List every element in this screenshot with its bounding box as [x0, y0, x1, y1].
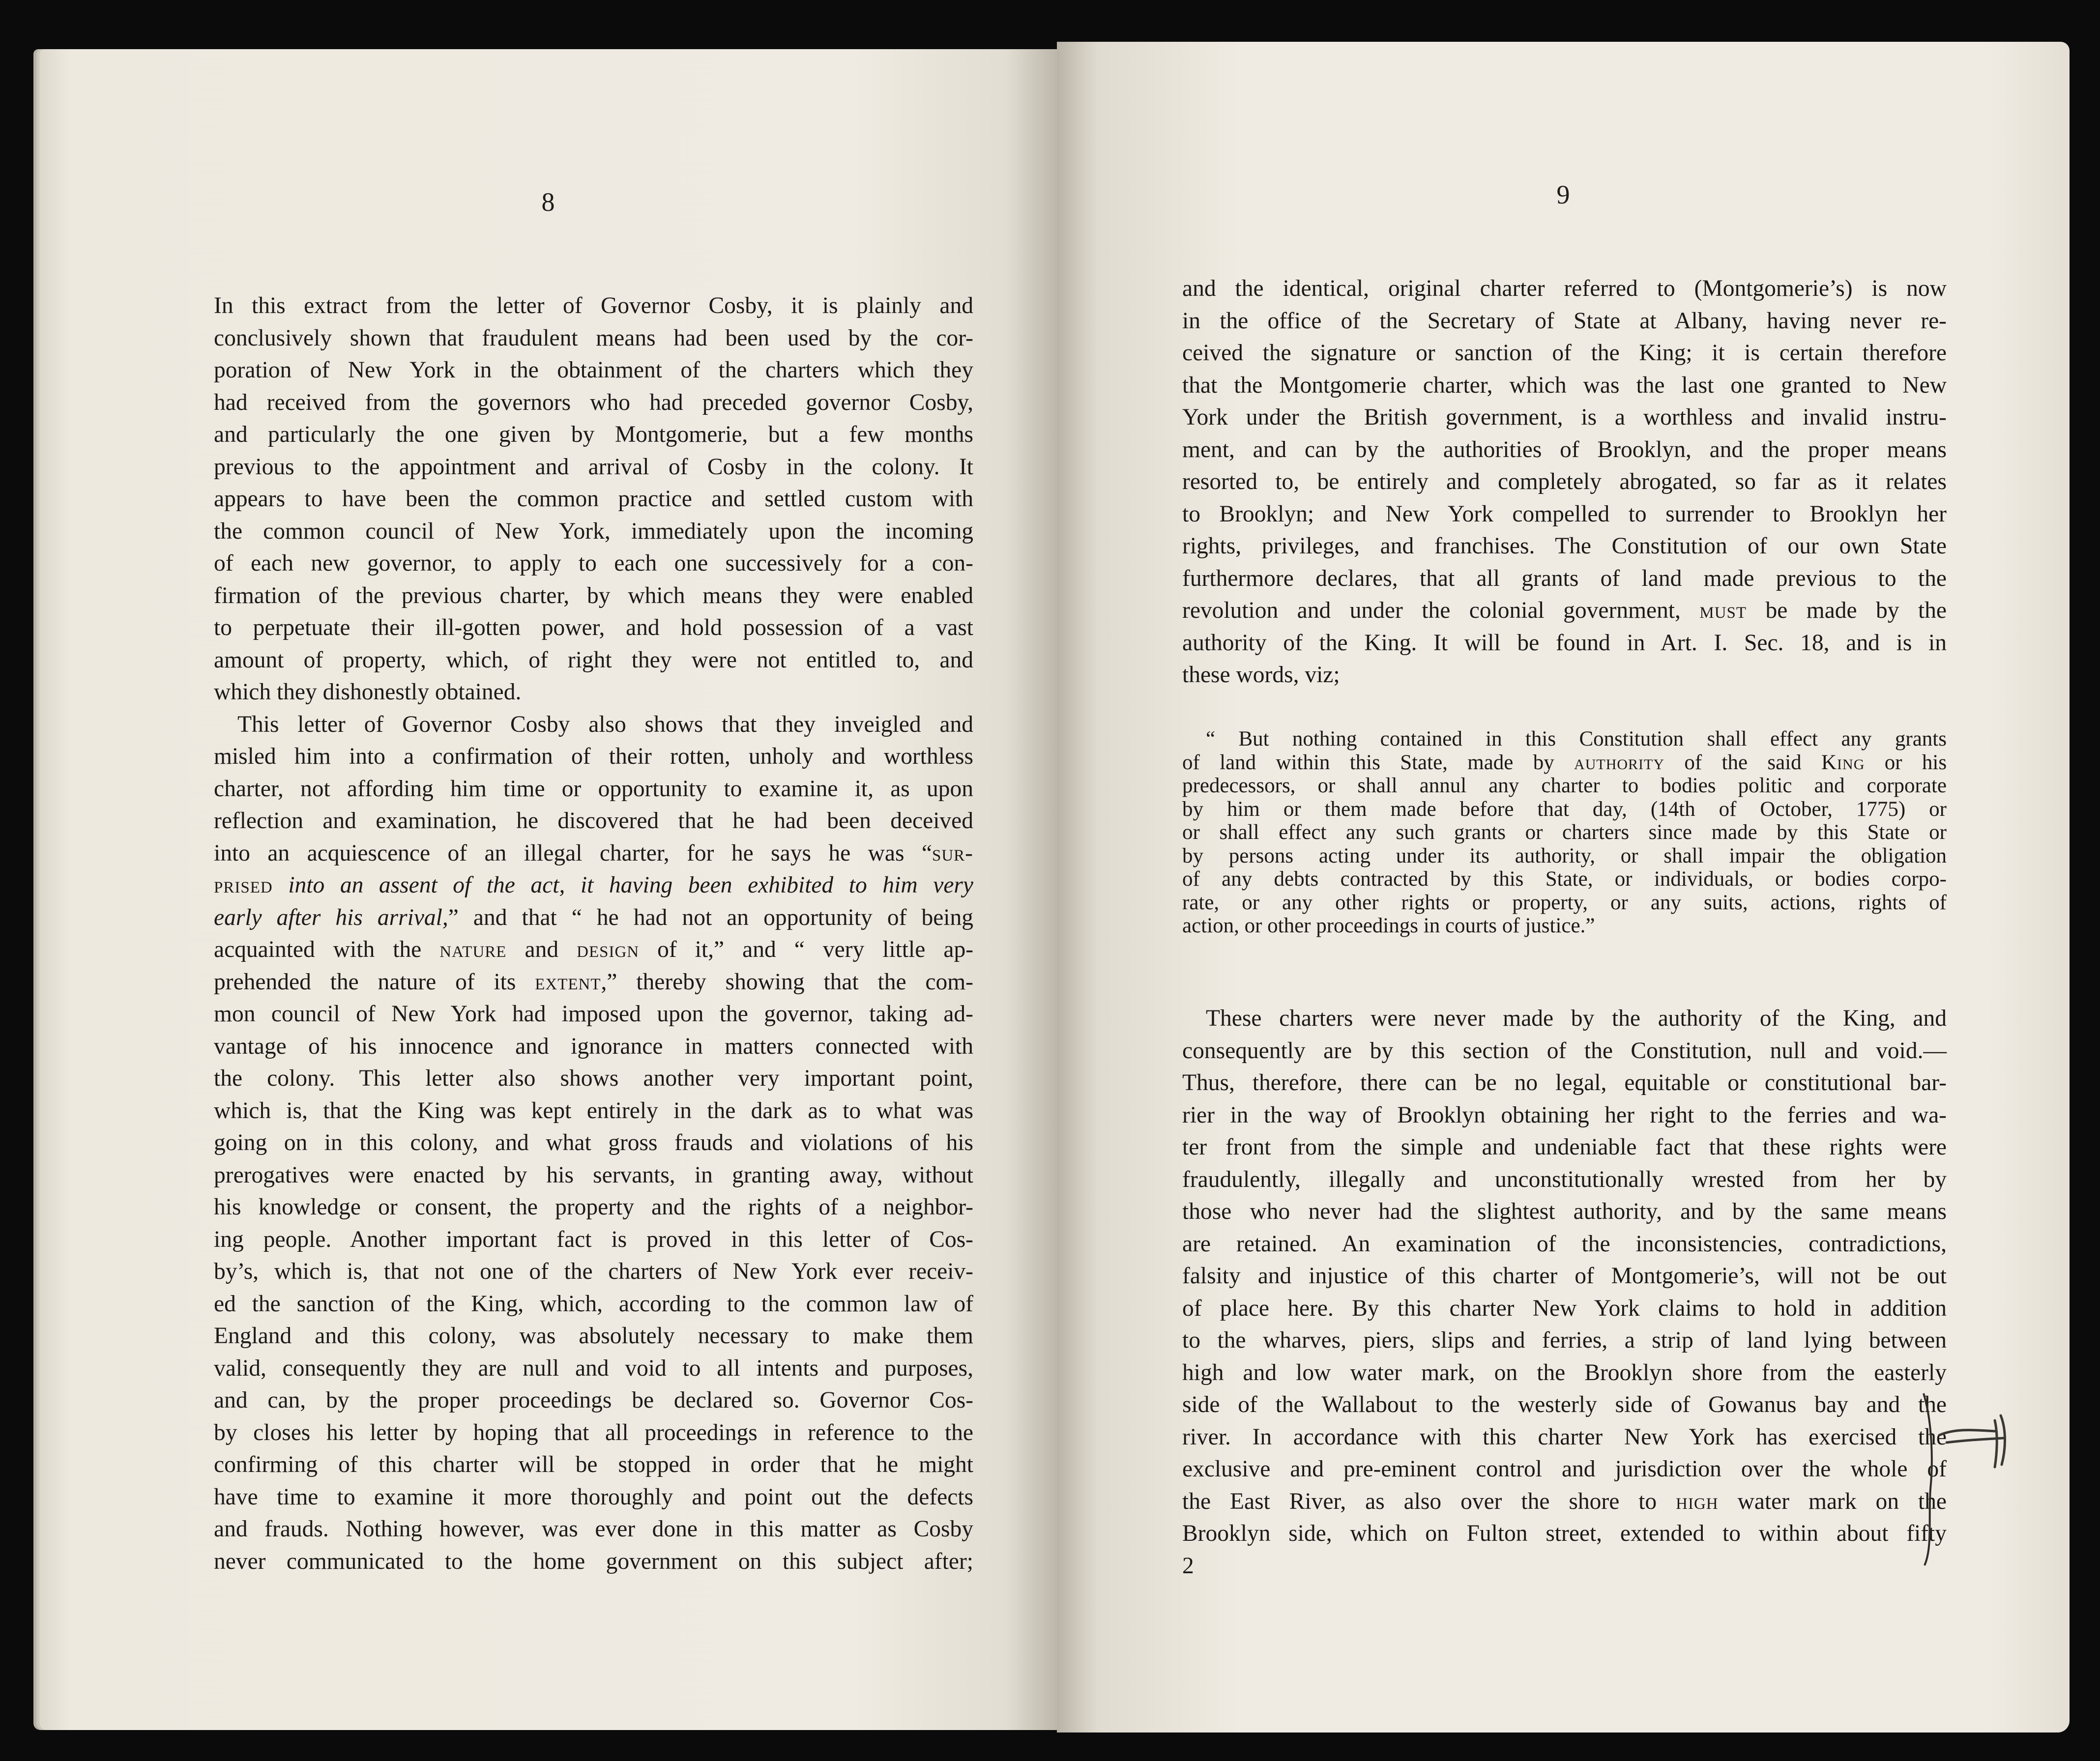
text-line: poration of New York in the obtainment of the charters which they: [214, 357, 973, 383]
right-page: [1057, 42, 2070, 1732]
text-line: of any debts contracted by this State, or individuals, or bodies corpo-: [1182, 867, 1947, 891]
text-line: previous to the appointment and arrival of Cosby in the colony. It: [214, 454, 973, 480]
text-line: his knowledge or consent, the property and the rights of a neighbor-: [214, 1194, 973, 1220]
text-line: confirming of this charter will be stopped in order that he might: [214, 1452, 973, 1477]
text-line: of each new governor, to apply to each one successively for a con-: [214, 550, 973, 576]
text-line: never communicated to the home government on this subject after;: [214, 1548, 973, 1574]
text-line: and particularly the one given by Montgomerie, but a few months: [214, 422, 973, 447]
text-line: This letter of Governor Cosby also shows that they inveigled and: [237, 711, 973, 737]
text-line: acquainted with the nature and design of it,” and “ very little ap-: [214, 937, 974, 962]
text-line: reflection and examination, he discovered that he had been deceived: [214, 808, 973, 834]
text-line: England and this colony, was absolutely necessary to make them: [214, 1323, 973, 1349]
text-line: have time to examine it more thoroughly and point out the defects: [214, 1484, 973, 1510]
text-line: falsity and injustice of this charter of Montgomerie’s, will not be out: [1182, 1263, 1947, 1289]
text-line: which they dishonestly obtained.: [214, 679, 522, 705]
text-line: of place here. By this charter New York claims to hold in addition: [1182, 1295, 1947, 1321]
left-page-text: [214, 290, 973, 1578]
text-line: or shall effect any such grants or charters since made by this State or: [1182, 821, 1947, 844]
text-line: the common council of New York, immediately upon the incoming: [214, 518, 973, 544]
text-line: going on in this colony, and what gross frauds and violations of his: [214, 1130, 973, 1155]
text-line: by persons acting under its authority, or shall impair the obligation: [1182, 844, 1947, 867]
text-line: consequently are by this section of the Constitution, null and void.—: [1182, 1038, 1947, 1064]
text-line: those who never had the slightest authority, and by the same means: [1182, 1199, 1947, 1224]
text-line: to perpetuate their ill-gotten power, and hold possession of a vast: [214, 615, 973, 640]
right-page-number: 9: [1556, 180, 1570, 209]
text-line: ing people. Another important fact is proved in this letter of Cos-: [214, 1226, 973, 1252]
text-line: These charters were never made by the authority of the King, and: [1206, 1006, 1947, 1031]
text-line: resorted to, be entirely and completely abrogated, so far as it relates: [1182, 469, 1947, 494]
text-line: furthermore declares, that all grants of land made previous to the: [1182, 565, 1947, 591]
text-line: had received from the governors who had preceded governor Cosby,: [214, 389, 973, 415]
text-line: rier in the way of Brooklyn obtaining her right to the ferries and wa-: [1182, 1102, 1947, 1128]
text-line: Brooklyn side, which on Fulton street, extended to within about fifty: [1182, 1521, 1947, 1546]
text-line: high and low water mark, on the Brooklyn shore from the easterly: [1182, 1359, 1947, 1386]
text-line: which is, that the King was kept entirely in the dark as to what was: [214, 1097, 973, 1124]
text-line: vantage of his innocence and ignorance in matters connected with: [214, 1033, 973, 1059]
text-line: these words, viz;: [1182, 662, 1340, 688]
text-line: charter, not affording him time or opportunity to examine it, as upon: [214, 776, 973, 802]
left-paragraph-1: [214, 290, 973, 709]
margin-bracket-mark: [1920, 1391, 1939, 1568]
text-line: in the office of the Secretary of State at Albany, having never re-: [1182, 308, 1947, 334]
text-line: ter front from the simple and undeniable fact that these rights were: [1182, 1134, 1947, 1160]
text-line: In this extract from the letter of Governor Cosby, it is plainly and: [214, 293, 973, 318]
constitution-quote: [1182, 727, 1947, 938]
text-line: conclusively shown that fraudulent means had been used by the cor-: [214, 325, 973, 351]
text-line: into an acquiescence of an illegal charter, for he says he was “sur-: [214, 840, 973, 866]
text-line: side of the Wallabout to the westerly side of Gowanus bay and the: [1182, 1392, 1947, 1417]
text-line: by closes his letter by hoping that all proceedings in reference to the: [214, 1419, 973, 1445]
text-line: authority of the King. It will be found in Art. I. Sec. 18, and is in: [1182, 630, 1947, 656]
text-line: ceived the signature or sanction of the King; it is certain therefore: [1182, 340, 1947, 366]
text-line: fraudulently, illegally and unconstitutionally wrested from her by: [1182, 1166, 1947, 1192]
text-line: exclusive and pre-eminent control and jurisdiction over the whole of: [1182, 1456, 1947, 1482]
text-line: by’s, which is, that not one of the charters of New York ever receiv-: [214, 1259, 973, 1284]
handwritten-margin-mark: [1937, 1401, 2020, 1474]
left-page-number: 8: [541, 187, 555, 217]
text-line: that the Montgomerie charter, which was the last one granted to New: [1182, 372, 1947, 398]
text-line: firmation of the previous charter, by which means they were enabled: [214, 582, 973, 608]
text-line: and frauds. Nothing however, was ever done in this matter as Cosby: [214, 1516, 973, 1542]
text-line: amount of property, which, of right they were not entitled to, and: [214, 647, 973, 673]
text-line: early after his arrival,” and that “ he had not an opportunity of being: [214, 904, 973, 930]
text-line: ment, and can by the authorities of Brooklyn, and the proper means: [1182, 436, 1947, 462]
text-line: York under the British government, is a worthless and invalid instru-: [1182, 404, 1947, 430]
text-line: and the identical, original charter referred to (Montgomerie’s) is now: [1182, 276, 1947, 301]
text-line: the colony. This letter also shows another very important point,: [214, 1066, 973, 1091]
text-line: prised into an assent of the act, it having been exhibited to him very: [214, 872, 973, 898]
text-line: prerogatives were enacted by his servants, in granting away, without: [214, 1162, 973, 1188]
text-line: appears to have been the common practice and settled custom with: [214, 486, 973, 512]
text-line: mon council of New York had imposed upon the governor, taking ad-: [214, 1001, 973, 1027]
text-line: prehended the nature of its extent,” thereby showing that the com-: [214, 969, 974, 995]
text-line: and can, by the proper proceedings be declared so. Governor Cos-: [214, 1387, 973, 1413]
text-line: to Brooklyn; and New York compelled to surrender to Brooklyn her: [1182, 501, 1947, 527]
text-line: to the wharves, piers, slips and ferries, a strip of land lying between: [1182, 1328, 1947, 1353]
right-paragraph-2: [1182, 1003, 1947, 1582]
text-line: misled him into a confirmation of their rotten, unholy and worthless: [214, 744, 973, 769]
text-line: revolution and under the colonial government, must be made by the: [1182, 598, 1947, 623]
text-line: river. In accordance with this charter New York has exercised the: [1182, 1424, 1947, 1450]
text-line: predecessors, or shall annul any charter to bodies politic and corporate: [1182, 774, 1947, 797]
signature-mark: 2: [1182, 1553, 1194, 1579]
text-line: rate, or any other rights or property, or any suits, actions, rights of: [1182, 891, 1947, 914]
text-line: action, or other proceedings in courts of justice.”: [1182, 914, 1595, 937]
text-line: by him or them made before that day, (14th of October, 1775) or: [1182, 797, 1947, 821]
left-paragraph-2: [214, 709, 973, 1578]
left-page: [39, 49, 1057, 1730]
text-line: rights, privileges, and franchises. The Constitution of our own State: [1182, 533, 1947, 559]
text-line: valid, consequently they are null and void to all intents and purposes,: [214, 1355, 973, 1381]
quote-line: of land within this State, made by authority of the said King or his: [1182, 751, 1947, 774]
right-paragraph-1: [1182, 273, 1947, 692]
text-line: Thus, therefore, there can be no legal, equitable or constitutional bar-: [1182, 1070, 1947, 1096]
text-line: ed the sanction of the King, which, according to the common law of: [214, 1291, 973, 1317]
text-line: are retained. An examination of the inconsistencies, contradictions,: [1182, 1231, 1947, 1257]
quote-line: “ But nothing contained in this Constitution shall effect any grants: [1206, 727, 1947, 751]
text-line: the East River, as also over the shore to high water mark on the: [1182, 1488, 1947, 1514]
